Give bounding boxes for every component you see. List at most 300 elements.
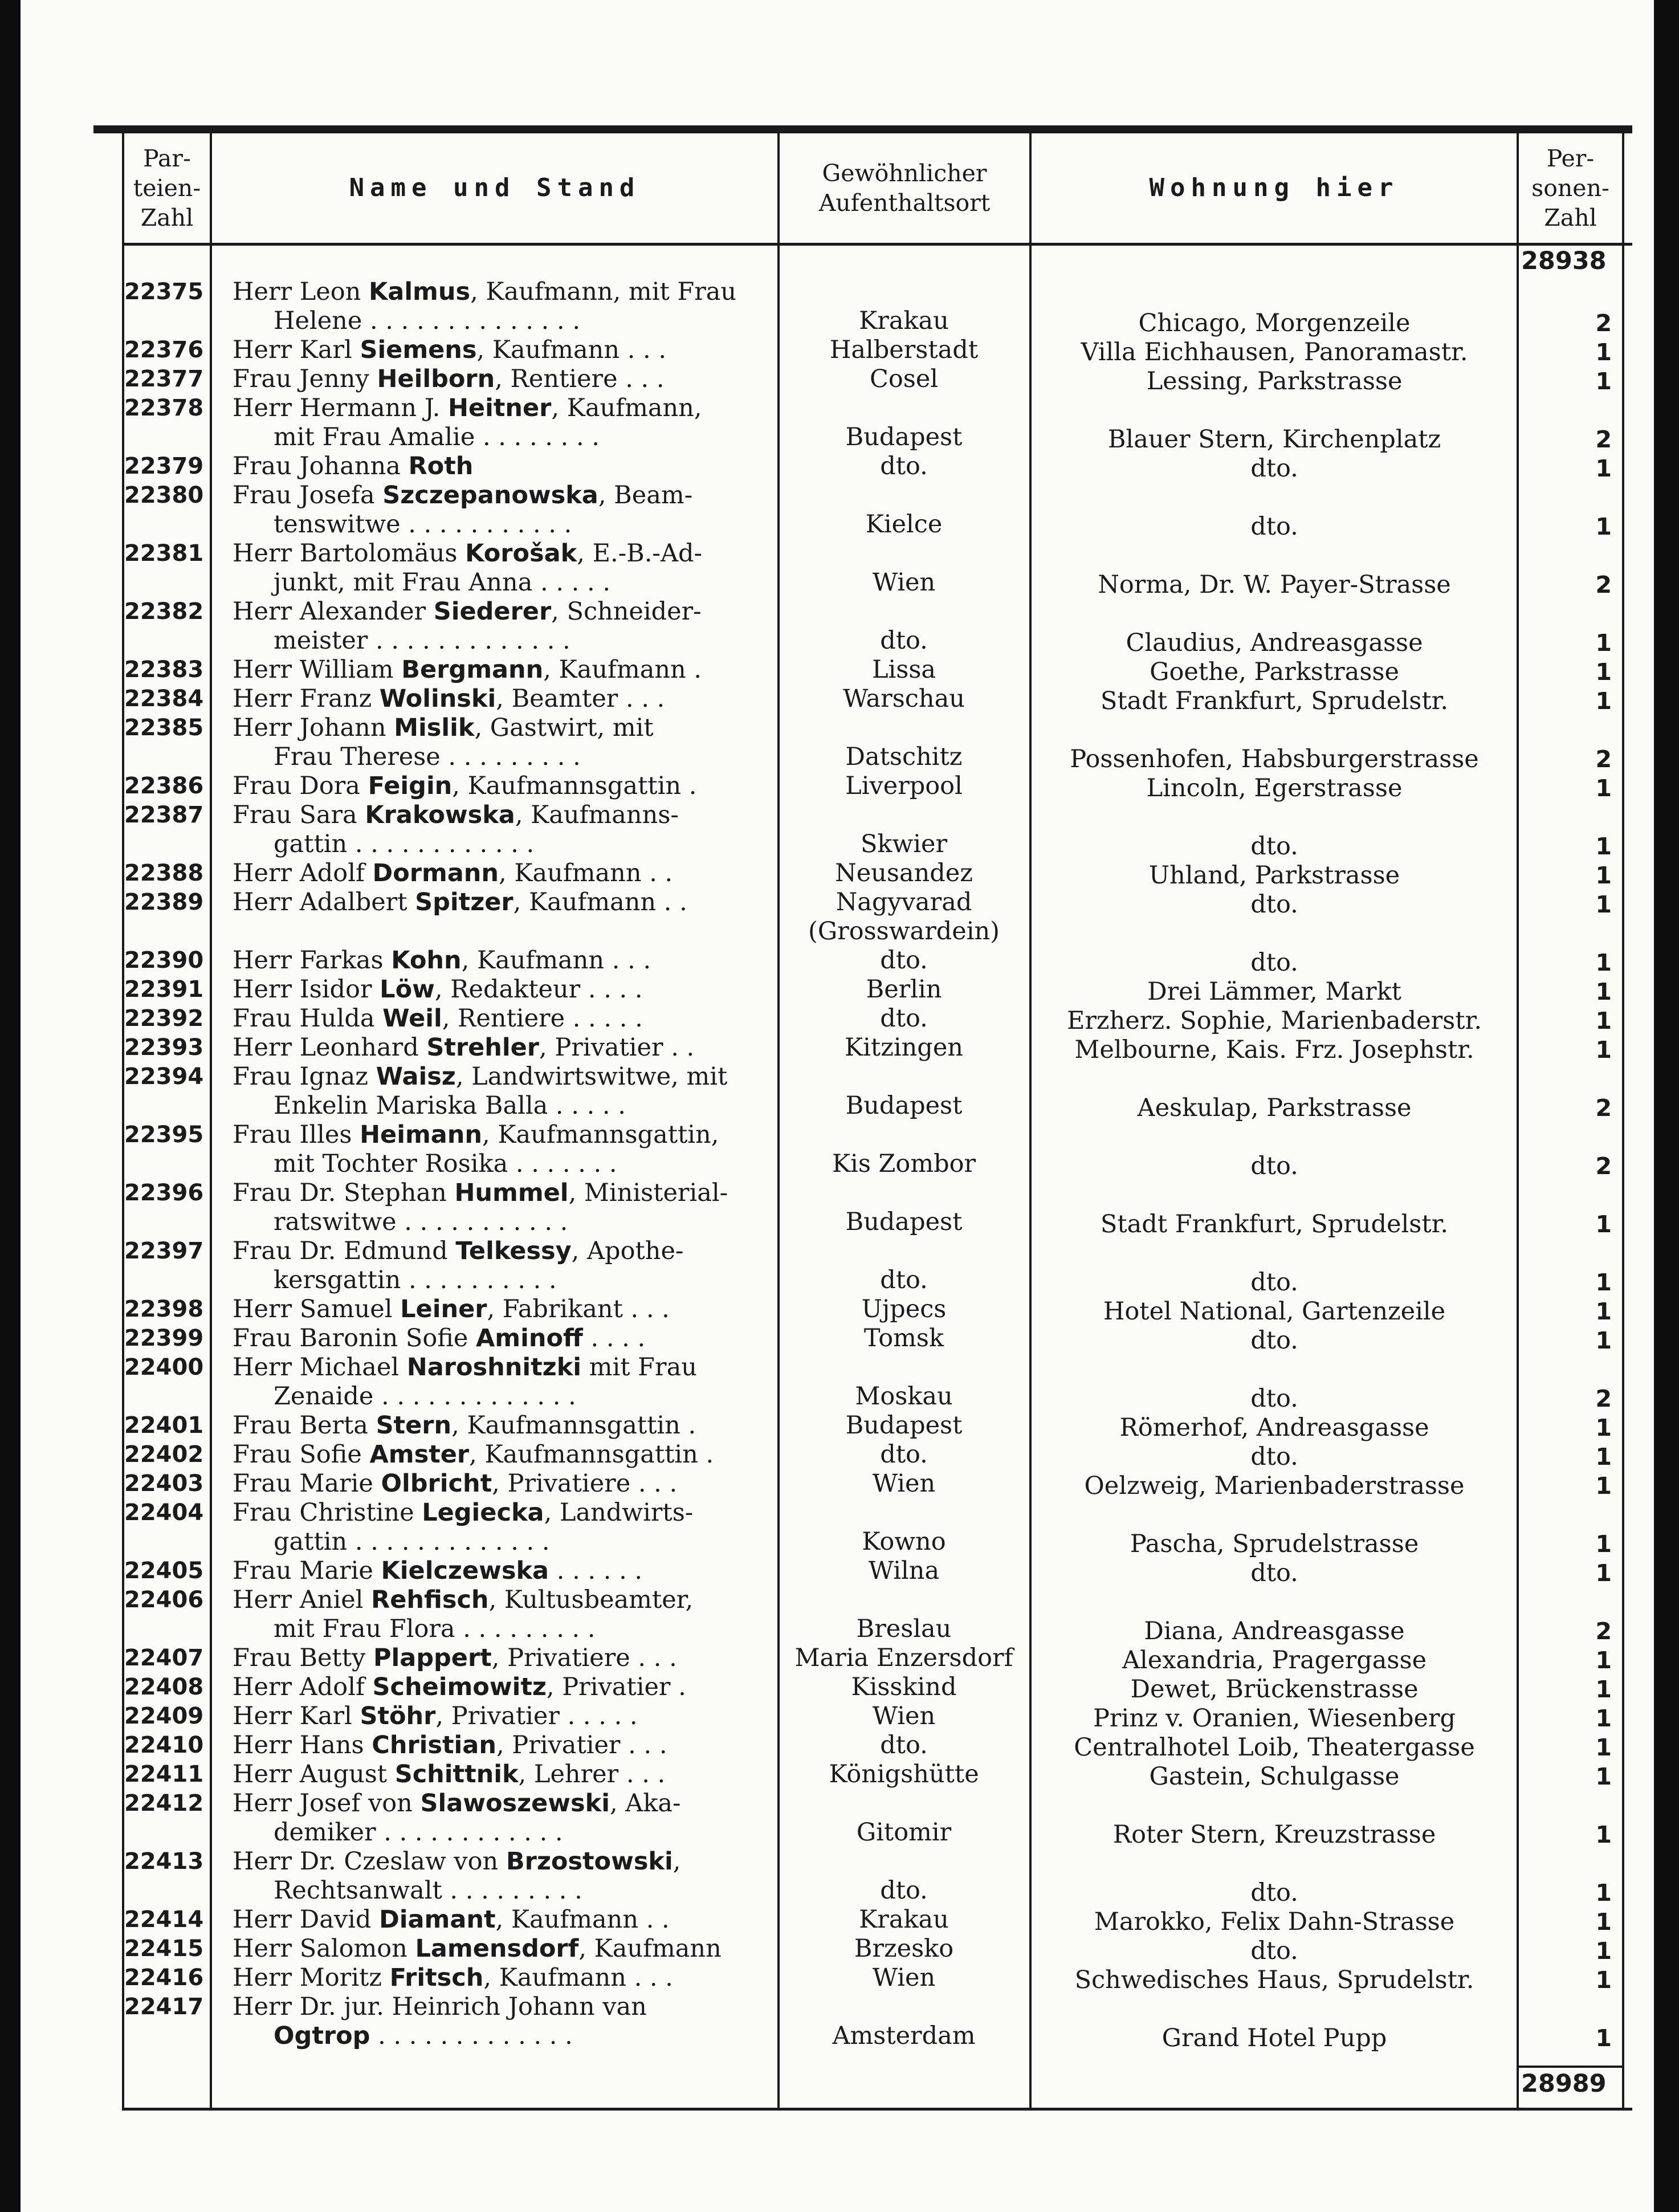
name-line: [274, 1382, 576, 1411]
party-number: 22397: [124, 1238, 204, 1264]
surname: Krakowska: [365, 801, 515, 829]
surname: Brzostowski: [506, 1847, 673, 1876]
name-suffix: , Kaufmannsgattin,: [482, 1121, 719, 1149]
header-name: Name und Stand: [349, 173, 641, 202]
name-prefix: kersgattin . . . . . . . . . .: [274, 1266, 557, 1294]
party-number: 22402: [124, 1441, 204, 1468]
end-total: 28989: [1521, 2070, 1607, 2098]
name-prefix: gattin . . . . . . . . . . . .: [274, 830, 535, 858]
persons-count: 1: [1595, 1821, 1612, 1848]
name-prefix: Herr Franz: [233, 685, 380, 713]
lodging: dto.: [1250, 1443, 1298, 1471]
persons-count: 1: [1595, 1298, 1612, 1325]
name-suffix: , Kaufmann . . .: [461, 946, 651, 975]
name-suffix: , Privatier . .: [539, 1033, 695, 1062]
party-number: 22385: [124, 715, 204, 741]
column-divider: [1622, 132, 1624, 2110]
lodging: Stadt Frankfurt, Sprudelstr.: [1100, 1210, 1449, 1239]
name-line: [233, 858, 673, 888]
surname: Diamant: [379, 1905, 496, 1934]
name-prefix: mit Tochter Rosika . . . . . . .: [274, 1150, 617, 1178]
lodging: dto.: [1250, 1879, 1298, 1907]
name-suffix: , Privatier . . .: [496, 1731, 667, 1759]
name-line: [233, 1236, 683, 1266]
origin-place: dto.: [880, 1266, 928, 1294]
persons-count: 1: [1595, 1879, 1612, 1907]
name-line: [233, 1992, 647, 2022]
lodging: dto.: [1250, 832, 1298, 861]
surname: Wolinski: [379, 685, 496, 713]
surname: Mislik: [394, 714, 475, 742]
name-line: [233, 1847, 680, 1876]
party-number: 22405: [124, 1558, 204, 1584]
persons-count: 1: [1595, 339, 1612, 366]
name-prefix: Herr Karl: [233, 336, 360, 364]
party-number: 22379: [124, 453, 204, 479]
name-prefix: Frau Dora: [233, 772, 368, 800]
name-line: [233, 277, 736, 307]
origin-place: Wien: [872, 1702, 936, 1730]
header-residence: Gewöhnlicher Aufenthaltsort: [818, 160, 991, 217]
carried-total: 28938: [1521, 247, 1607, 275]
name-prefix: junkt, mit Frau Anna . . . . .: [274, 568, 611, 597]
name-line: [274, 1876, 582, 1905]
name-prefix: Herr Hans: [233, 1731, 372, 1759]
name-line: [233, 393, 702, 423]
lodging: Dewet, Brückenstrasse: [1130, 1675, 1419, 1704]
origin-place: Kitzingen: [845, 1033, 963, 1062]
lodging: Pascha, Sprudelstrasse: [1130, 1530, 1419, 1558]
name-prefix: Frau Betty: [233, 1644, 373, 1672]
origin-place: Nagyvarad: [836, 888, 972, 916]
name-prefix: Herr Leon: [233, 278, 369, 306]
name-prefix: Herr Dr. Czeslaw von: [233, 1847, 506, 1876]
name-suffix: , Privatiere . . .: [492, 1469, 678, 1498]
persons-count: 1: [1595, 1036, 1612, 1064]
name-suffix: , Beam-: [598, 481, 693, 510]
name-line: [274, 510, 572, 539]
name-suffix: . . . . . . . . . . . . .: [370, 2022, 573, 2050]
column-divider: [777, 132, 780, 2110]
surname: Fritsch: [389, 1963, 484, 1992]
name-suffix: , Fabrikant . . .: [487, 1295, 670, 1323]
name-line: [233, 364, 665, 394]
name-line: [233, 1033, 694, 1062]
persons-count: 2: [1595, 1618, 1612, 1645]
party-number: 22409: [124, 1703, 204, 1729]
name-suffix: , Apothe-: [571, 1237, 684, 1265]
party-number: 22404: [124, 1500, 204, 1526]
header-party-number: Par- teien- Zahl: [133, 145, 201, 231]
party-number: 22407: [124, 1645, 204, 1671]
lodging: Aeskulap, Parkstrasse: [1137, 1094, 1412, 1122]
origin-place: Liverpool: [845, 772, 963, 800]
name-line: [233, 684, 665, 714]
surname: Naroshnitzki: [406, 1353, 582, 1382]
origin-place: Kisskind: [851, 1673, 957, 1701]
name-line: [274, 1207, 568, 1237]
origin-place: Breslau: [856, 1615, 952, 1643]
name-suffix: , Kaufmannsgattin .: [451, 1411, 696, 1440]
surname: Scheimowitz: [372, 1673, 547, 1701]
lodging: Claudius, Andreasgasse: [1126, 629, 1423, 657]
name-suffix: , Rentiere . . .: [495, 365, 665, 393]
name-prefix: Frau Christine: [233, 1498, 422, 1527]
surname: Siederer: [433, 597, 552, 626]
origin-place: Krakau: [859, 1905, 949, 1934]
name-prefix: tenswitwe . . . . . . . . . . .: [274, 510, 572, 539]
party-number: 22403: [124, 1470, 204, 1497]
name-prefix: Frau Illes: [233, 1121, 360, 1149]
surname: Telkessy: [455, 1237, 572, 1265]
name-line: [274, 742, 581, 772]
name-line: [233, 1498, 693, 1527]
persons-count: 1: [1595, 978, 1612, 1005]
name-prefix: Frau Ignaz: [233, 1062, 376, 1091]
surname: Heitner: [447, 394, 552, 422]
origin-place: dto.: [880, 1876, 928, 1905]
party-number: 22387: [124, 802, 204, 828]
origin-place: dto.: [880, 946, 928, 975]
persons-count: 1: [1595, 1937, 1612, 1965]
name-line: [233, 1440, 714, 1469]
party-number: 22376: [124, 337, 204, 363]
name-suffix: , Privatier .: [546, 1673, 686, 1701]
ledger-page: [21, 0, 1654, 2212]
persons-count: 1: [1595, 368, 1612, 395]
name-prefix: Herr Adalbert: [233, 888, 415, 916]
party-number: 22393: [124, 1034, 204, 1061]
name-suffix: , Privatiere . . .: [491, 1644, 677, 1672]
persons-count: 1: [1595, 687, 1612, 715]
surname: Korošak: [465, 539, 577, 568]
origin-place: Ujpecs: [861, 1295, 947, 1323]
party-number: 22412: [124, 1790, 204, 1816]
party-number: 22396: [124, 1180, 204, 1206]
lodging: Prinz v. Oranien, Wiesenberg: [1093, 1704, 1456, 1733]
persons-count: 1: [1595, 1211, 1612, 1238]
name-prefix: Herr Farkas: [233, 946, 392, 975]
persons-count: 1: [1595, 513, 1612, 540]
lodging: dto.: [1250, 1268, 1298, 1297]
name-line: [233, 1672, 686, 1702]
lodging: Villa Eichhausen, Panoramastr.: [1081, 338, 1468, 366]
persons-count: 1: [1595, 1763, 1612, 1790]
origin-place: Brzesko: [854, 1934, 954, 1963]
surname: Christian: [372, 1731, 496, 1759]
name-suffix: , Rentiere . . . . .: [442, 1004, 643, 1033]
party-number: 22391: [124, 976, 204, 1003]
surname: Slawoszewski: [420, 1789, 610, 1818]
origin-place: dto.: [880, 1440, 928, 1469]
lodging: dto.: [1250, 1937, 1298, 1965]
column-divider: [1029, 132, 1032, 2110]
party-number: 22400: [124, 1354, 204, 1380]
name-prefix: Frau Johanna: [233, 452, 409, 480]
persons-count: 1: [1595, 455, 1612, 482]
lodging: dto.: [1250, 1152, 1298, 1180]
party-number: 22388: [124, 860, 204, 886]
name-suffix: , Kaufmann . . .: [483, 1963, 673, 1992]
name-prefix: Frau Marie: [233, 1469, 381, 1498]
name-prefix: Frau Jenny: [233, 365, 377, 393]
name-suffix: , Landwirtswitwe, mit: [455, 1062, 728, 1091]
party-number: 22378: [124, 395, 204, 421]
name-prefix: Herr Isidor: [233, 975, 380, 1004]
surname: Szczepanowska: [382, 481, 598, 510]
persons-count: 2: [1595, 1385, 1612, 1412]
persons-count: 1: [1595, 1007, 1612, 1034]
persons-count: 1: [1595, 629, 1612, 657]
party-number: 22389: [124, 889, 204, 915]
name-prefix: gattin . . . . . . . . . . . . .: [274, 1527, 550, 1556]
persons-count: 1: [1595, 1472, 1612, 1500]
persons-count: 1: [1595, 1647, 1612, 1674]
name-prefix: Herr Adolf: [233, 1673, 373, 1701]
bottom-rule: [122, 2108, 1632, 2111]
origin-place: Kis Zombor: [832, 1150, 976, 1178]
lodging: dto.: [1250, 890, 1298, 919]
name-line: [233, 946, 651, 975]
lodging: Schwedisches Haus, Sprudelstr.: [1074, 1966, 1474, 1994]
surname: Bergmann: [401, 655, 544, 684]
name-prefix: Herr Bartolomäus: [233, 539, 466, 568]
persons-count: 1: [1595, 1327, 1612, 1354]
name-prefix: Zenaide . . . . . . . . . . . . .: [274, 1382, 576, 1411]
lodging: dto.: [1250, 512, 1298, 541]
party-number: 22384: [124, 686, 204, 712]
persons-count: 2: [1595, 571, 1612, 598]
lodging: Grand Hotel Pupp: [1162, 2024, 1387, 2052]
name-prefix: Frau Baronin Sofie: [233, 1324, 476, 1353]
persons-count: 1: [1595, 1530, 1612, 1558]
party-number: 22411: [124, 1761, 204, 1787]
name-line: [233, 1120, 719, 1150]
name-suffix: , Landwirts-: [544, 1498, 694, 1527]
name-prefix: Enkelin Mariska Balla . . . . .: [274, 1091, 626, 1120]
name-line: [233, 1789, 681, 1818]
origin-place: Königshütte: [829, 1760, 979, 1789]
origin-place: dto.: [880, 1004, 928, 1033]
lodging: Gastein, Schulgasse: [1149, 1762, 1400, 1791]
surname: Waisz: [376, 1062, 456, 1091]
surname: Plappert: [373, 1644, 492, 1672]
surname: Heilborn: [377, 365, 495, 393]
name-prefix: Herr Adolf: [233, 859, 373, 887]
name-line: [233, 1353, 697, 1382]
persons-count: 1: [1595, 1676, 1612, 1703]
lodging: Centralhotel Loib, Theatergasse: [1074, 1733, 1475, 1762]
origin-place: Cosel: [869, 365, 939, 393]
origin-place: Neusandez: [835, 859, 973, 887]
persons-count: 1: [1595, 658, 1612, 686]
name-line: [274, 1265, 557, 1295]
name-line: [274, 568, 610, 597]
party-number: 22406: [124, 1587, 204, 1613]
origin-place: Skwier: [860, 830, 948, 858]
origin-place: Wien: [872, 1963, 936, 1992]
name-prefix: Herr Samuel: [233, 1295, 401, 1323]
name-suffix: , Aka-: [609, 1789, 681, 1818]
surname: Kalmus: [368, 278, 471, 306]
name-line: [233, 1178, 728, 1208]
total-rule: [1519, 2066, 1622, 2068]
name-prefix: Frau Marie: [233, 1557, 381, 1585]
name-line: [274, 1527, 550, 1557]
persons-count: 1: [1595, 1705, 1612, 1732]
name-prefix: Herr William: [233, 655, 402, 684]
name-prefix: Herr Aniel: [233, 1586, 372, 1614]
surname: Heimann: [360, 1121, 482, 1149]
name-line: [233, 1411, 696, 1440]
surname: Ogtrop: [274, 2022, 370, 2050]
surname: Amster: [369, 1440, 470, 1469]
persons-count: 1: [1595, 1908, 1612, 1936]
origin-place: Budapest: [845, 423, 963, 451]
party-number: 22413: [124, 1848, 204, 1875]
party-number: 22417: [124, 1994, 204, 2020]
name-line: [233, 771, 696, 801]
persons-count: 2: [1595, 746, 1612, 773]
surname: Kielczewska: [381, 1557, 549, 1585]
persons-count: 1: [1595, 891, 1612, 918]
header-persons: Per- sonen- Zahl: [1531, 145, 1609, 231]
name-suffix: , E.-B.-Ad-: [577, 539, 703, 568]
name-line: [233, 975, 643, 1004]
origin-place: Wien: [872, 1469, 936, 1498]
origin-place: Kielce: [865, 510, 943, 539]
surname: Spitzer: [415, 888, 514, 916]
persons-count: 1: [1595, 949, 1612, 976]
lodging: Hotel National, Gartenzeile: [1103, 1297, 1446, 1326]
name-line: [233, 1701, 638, 1731]
persons-count: 1: [1595, 1966, 1612, 1994]
party-number: 22390: [124, 947, 204, 973]
name-prefix: Herr Hermann J.: [233, 394, 448, 422]
name-prefix: demiker . . . . . . . . . . . .: [274, 1818, 563, 1847]
name-line: [233, 1759, 665, 1789]
name-prefix: Frau Therese . . . . . . . . .: [274, 743, 581, 771]
name-suffix: , Kaufmann . .: [499, 859, 673, 887]
name-suffix: , Kaufmann,: [551, 394, 702, 422]
lodging: Possenhofen, Habsburgerstrasse: [1070, 745, 1479, 773]
name-suffix: ,: [673, 1847, 681, 1876]
party-number: 22408: [124, 1674, 204, 1700]
origin-place: Wilna: [868, 1557, 940, 1585]
name-line: [233, 1905, 670, 1934]
name-prefix: Herr Moritz: [233, 1963, 390, 1992]
persons-count: 1: [1595, 1443, 1612, 1470]
origin-place: Maria Enzersdorf: [794, 1644, 1013, 1672]
name-line: [233, 1062, 727, 1091]
name-line: [274, 626, 570, 655]
name-prefix: Herr Leonhard: [233, 1033, 427, 1062]
name-line: [274, 1091, 626, 1121]
origin-place: Tomsk: [863, 1324, 944, 1353]
name-suffix: mit Frau: [581, 1353, 697, 1382]
origin-place: Gitomir: [856, 1818, 952, 1847]
name-suffix: , Kultusbeamter,: [488, 1586, 694, 1614]
name-line: [274, 306, 580, 336]
name-prefix: Frau Berta: [233, 1411, 376, 1440]
surname: Lamensdorf: [415, 1934, 579, 1963]
party-number: 22375: [124, 279, 204, 305]
surname: Feigin: [368, 772, 453, 800]
name-suffix: , Beamter . . .: [496, 685, 665, 713]
origin-place: Budapest: [845, 1411, 963, 1440]
name-line: [233, 1934, 722, 1963]
lodging: Stadt Frankfurt, Sprudelstr.: [1100, 687, 1449, 715]
persons-count: 2: [1595, 309, 1612, 337]
party-number: 22383: [124, 657, 204, 683]
lodging: Chicago, Morgenzeile: [1138, 309, 1411, 337]
origin-place: Budapest: [845, 1091, 963, 1120]
persons-count: 2: [1595, 426, 1612, 453]
name-line: [233, 1585, 693, 1615]
name-line: [274, 1149, 617, 1179]
name-suffix: , Ministerial-: [568, 1179, 728, 1207]
header-lodging: Wohnung hier: [1149, 173, 1399, 202]
name-prefix: Helene . . . . . . . . . . . . . .: [274, 307, 581, 335]
surname: Legiecka: [422, 1498, 544, 1527]
party-number: 22415: [124, 1936, 204, 1962]
name-line: [233, 1294, 670, 1324]
persons-count: 1: [1595, 1269, 1612, 1296]
name-prefix: Frau Dr. Stephan: [233, 1179, 455, 1207]
name-suffix: , Gastwirt, mit: [474, 714, 654, 742]
origin-place: Amsterdam: [832, 2022, 976, 2050]
origin-place: Krakau: [859, 307, 949, 335]
party-number: 22386: [124, 773, 204, 799]
name-line: [233, 1643, 677, 1673]
name-line: [274, 1614, 596, 1644]
name-prefix: Herr Karl: [233, 1702, 360, 1730]
name-suffix: , Lehrer . . .: [518, 1760, 666, 1789]
lodging: dto.: [1250, 1559, 1298, 1587]
name-prefix: Herr Johann: [233, 714, 394, 742]
party-number: 22401: [124, 1412, 204, 1439]
origin-place: Warschau: [843, 685, 965, 713]
column-divider: [210, 132, 212, 2110]
origin-place: Berlin: [866, 975, 942, 1004]
name-line: [274, 829, 534, 859]
name-line: [274, 1818, 563, 1847]
column-divider: [1517, 132, 1519, 2110]
origin-place: dto.: [880, 1731, 928, 1759]
name-suffix: , Kaufmanns-: [515, 801, 679, 829]
name-suffix: , Kaufmann: [578, 1934, 722, 1963]
surname: Weil: [382, 1004, 442, 1033]
surname: Löw: [380, 975, 435, 1004]
lodging: Lincoln, Egerstrasse: [1146, 774, 1403, 802]
name-prefix: Frau Dr. Edmund: [233, 1237, 456, 1265]
name-prefix: Herr August: [233, 1760, 395, 1789]
name-prefix: Frau Josefa: [233, 481, 383, 510]
origin-place: (Grosswardein): [808, 917, 1000, 946]
name-prefix: ratswitwe . . . . . . . . . . .: [274, 1208, 568, 1236]
lodging: Drei Lämmer, Markt: [1147, 977, 1401, 1006]
name-line: [233, 539, 702, 568]
surname: Olbricht: [381, 1469, 492, 1498]
name-suffix: , Kaufmann . .: [495, 1905, 670, 1934]
lodging: Marokko, Felix Dahn-Strasse: [1094, 1908, 1455, 1936]
lodging: Goethe, Parkstrasse: [1150, 658, 1399, 686]
origin-place: dto.: [880, 452, 928, 480]
origin-place: dto.: [880, 626, 928, 655]
name-suffix: , Privatier . . . . .: [435, 1702, 638, 1730]
surname: Siemens: [360, 336, 477, 364]
lodging: Norma, Dr. W. Payer-Strasse: [1098, 571, 1451, 599]
